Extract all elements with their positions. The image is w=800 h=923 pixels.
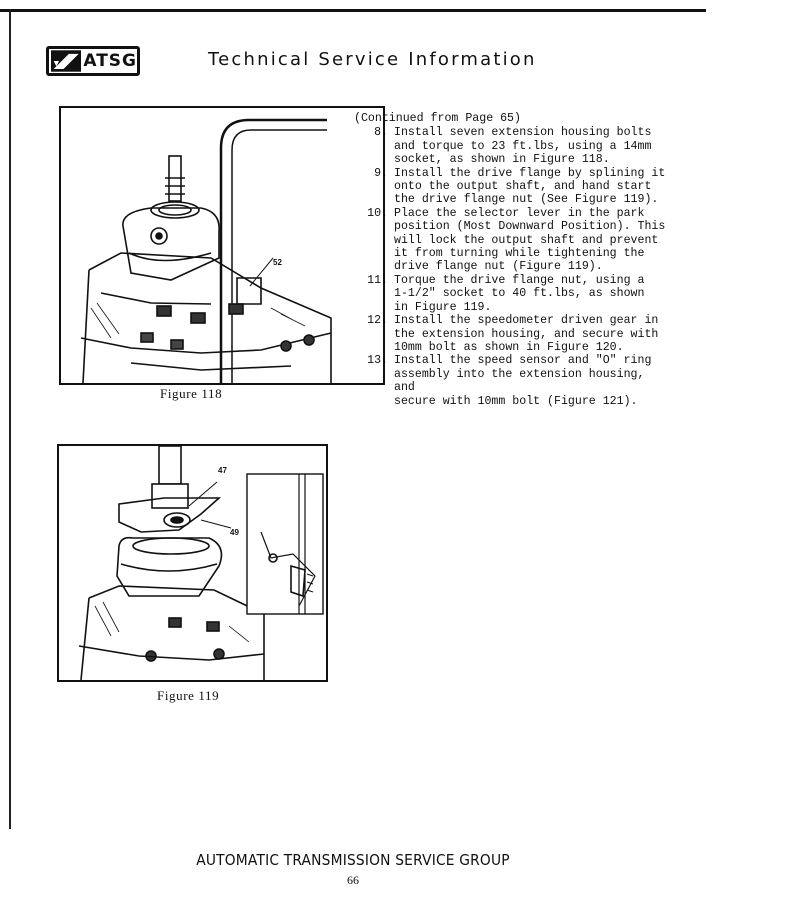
step-text: Torque the drive flange nut, using a 1-1/2" socket to 40 ft.lbs, as shown in Figure 119. (394, 273, 645, 314)
step-number: 11. (367, 273, 388, 287)
figure-119-illustration (57, 444, 328, 682)
step-number: 8. (374, 126, 388, 140)
figure-118-illustration (59, 106, 385, 385)
step-text: Place the selector lever in the park position (Most Downward Position). This will lock the output shaft and prevent it from turning while tightening the drive flange nut (Figure 119). (394, 206, 666, 274)
page-title: Technical Service Information (208, 49, 537, 70)
step-text: Install the drive flange by splining it onto the output shaft, and hand start the drive flange nut (See Figure 119). (394, 166, 666, 207)
page-number: 66 (347, 873, 359, 887)
step-number: 10. (367, 206, 388, 220)
footer-organization: AUTOMATIC TRANSMISSION SERVICE GROUP (196, 851, 510, 869)
callout-52: 52 (273, 258, 282, 267)
step-item (352, 274, 672, 314)
atsg-logo (46, 46, 140, 76)
top-rule (0, 9, 706, 12)
left-margin-rule (9, 9, 11, 829)
continued-note: (Continued from Page 65) (354, 112, 521, 125)
atsg-logo-mark-icon (51, 49, 81, 73)
instruction-steps (352, 112, 672, 408)
step-text: Install the speed sensor and "O" ring assembly into the extension housing, and secure with 10mm bolt (Figure 121). (394, 354, 652, 408)
step-number: 12. (367, 314, 388, 328)
step-number: 13. (367, 354, 388, 368)
callout-49: 49 (230, 528, 239, 537)
step-item (352, 167, 672, 207)
figure-118-caption: Figure 118 (160, 386, 223, 401)
step-item (352, 354, 672, 408)
callout-47: 47 (218, 466, 227, 475)
logo-text: ATSG (83, 51, 137, 71)
step-item (352, 126, 672, 166)
figure-119-caption: Figure 119 (157, 688, 220, 703)
step-number: 9. (374, 166, 388, 180)
step-item (352, 207, 672, 274)
step-text: Install seven extension housing bolts and torque to 23 ft.lbs, using a 14mm socket, as shown in Figure 118. (394, 126, 652, 167)
step-text: Install the speedometer driven gear in the extension housing, and secure with 10mm bolt as shown in Figure 120. (394, 314, 659, 354)
step-item (352, 314, 672, 354)
